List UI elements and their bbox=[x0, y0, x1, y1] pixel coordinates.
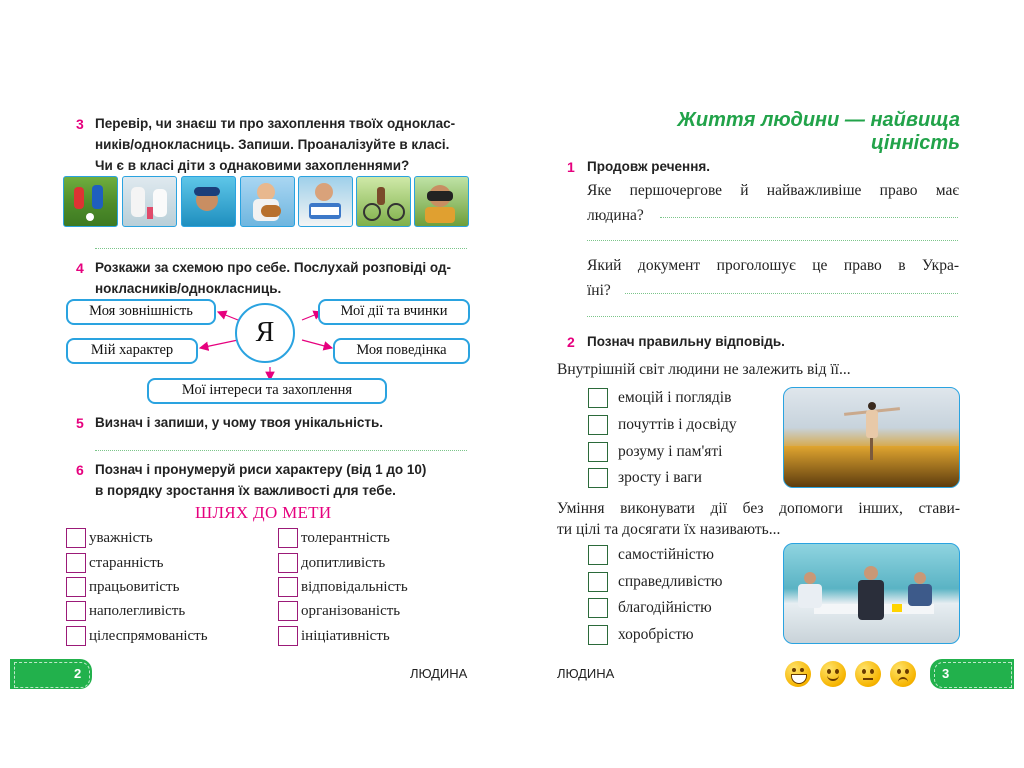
task-4-number: 4 bbox=[76, 260, 84, 276]
question-line: людина? bbox=[587, 207, 644, 224]
answer-checkbox[interactable] bbox=[588, 545, 608, 565]
task-1-heading: Продовж речення. bbox=[587, 159, 710, 174]
hobby-photo-guitar bbox=[240, 176, 295, 227]
task-6-line: в порядку зростання їх важливості для тебе. bbox=[95, 483, 396, 498]
answer-option: зросту і ваги bbox=[618, 469, 702, 486]
trait-checkbox[interactable] bbox=[278, 553, 298, 573]
answer-line[interactable] bbox=[95, 248, 467, 249]
task-5-number: 5 bbox=[76, 415, 84, 431]
hobby-photo-reading bbox=[298, 176, 353, 227]
traits-heading: ШЛЯХ ДО МЕТИ bbox=[195, 503, 332, 522]
trait-label: толерантність bbox=[301, 530, 390, 546]
answer-checkbox[interactable] bbox=[588, 468, 608, 488]
answer-option: хоробрістю bbox=[618, 626, 694, 643]
answer-option: самостійністю bbox=[618, 546, 714, 563]
scheme-box-behavior: Моя поведінка bbox=[333, 338, 470, 364]
trait-checkbox[interactable] bbox=[66, 626, 86, 646]
footer-label: ЛЮДИНА bbox=[410, 666, 468, 681]
trait-label: ініціативність bbox=[301, 628, 390, 644]
trait-checkbox[interactable] bbox=[66, 577, 86, 597]
neutral-face-icon[interactable] bbox=[855, 661, 881, 687]
smiling-face-icon[interactable] bbox=[820, 661, 846, 687]
task-6-line: Познач і пронумеруй риси характеру (від 1 до 10) bbox=[95, 462, 427, 477]
answer-option: емоцій і поглядів bbox=[618, 389, 732, 406]
page-number: 3 bbox=[942, 666, 950, 681]
question-line: Уміння виконувати дії без допомоги інших, стави- bbox=[557, 500, 960, 517]
answer-checkbox[interactable] bbox=[588, 598, 608, 618]
trait-checkbox[interactable] bbox=[66, 528, 86, 548]
task-3-line: Чи є в класі діти з однаковими захопленнями? bbox=[95, 158, 410, 173]
trait-checkbox[interactable] bbox=[278, 601, 298, 621]
page-title: Життя людини — найвища цінність bbox=[677, 109, 960, 154]
answer-line[interactable] bbox=[625, 293, 958, 294]
task-2-question-1: Внутрішній світ людини не залежить від її... bbox=[557, 361, 851, 378]
trait-label: допитливість bbox=[301, 555, 386, 571]
trait-checkbox[interactable] bbox=[278, 626, 298, 646]
trait-label: організованість bbox=[301, 603, 401, 619]
answer-checkbox[interactable] bbox=[588, 415, 608, 435]
scheme-center-me: Я bbox=[235, 303, 295, 363]
scheme-box-actions: Мої дії та вчинки bbox=[318, 299, 470, 325]
trait-label: уважність bbox=[89, 530, 153, 546]
question-line: Який документ проголошує це право в Укра- bbox=[587, 257, 959, 274]
task-1-number: 1 bbox=[567, 159, 575, 175]
photo-office-team bbox=[783, 543, 960, 644]
answer-checkbox[interactable] bbox=[588, 442, 608, 462]
sad-face-icon[interactable] bbox=[890, 661, 916, 687]
hobby-photo-swimming bbox=[181, 176, 236, 227]
hobby-photo-binoculars bbox=[414, 176, 469, 227]
trait-checkbox[interactable] bbox=[278, 528, 298, 548]
answer-checkbox[interactable] bbox=[588, 388, 608, 408]
laughing-face-icon[interactable] bbox=[785, 661, 811, 687]
page-number-tab bbox=[930, 659, 1014, 689]
answer-line[interactable] bbox=[95, 450, 467, 451]
trait-checkbox[interactable] bbox=[66, 553, 86, 573]
trait-label: наполегливість bbox=[89, 603, 186, 619]
photo-woman-in-field bbox=[783, 387, 960, 488]
scheme-box-appearance: Моя зовнішність bbox=[66, 299, 216, 325]
task-6-text bbox=[95, 459, 467, 501]
question-line: Яке першочергове й найважливіше право має bbox=[587, 182, 959, 199]
trait-label: старанність bbox=[89, 555, 164, 571]
trait-checkbox[interactable] bbox=[66, 601, 86, 621]
scheme-box-interests: Мої інтереси та захоплення bbox=[147, 378, 387, 404]
scheme-box-character: Мій характер bbox=[66, 338, 198, 364]
answer-line[interactable] bbox=[587, 240, 958, 241]
answer-option: благодійністю bbox=[618, 599, 712, 616]
answer-option: розуму і пам'яті bbox=[618, 443, 723, 460]
answer-checkbox[interactable] bbox=[588, 572, 608, 592]
answer-option: справедливістю bbox=[618, 573, 723, 590]
trait-label: відповідальність bbox=[301, 579, 408, 595]
task-2-question-2 bbox=[557, 498, 960, 540]
answer-line[interactable] bbox=[587, 316, 958, 317]
hobby-photo-science bbox=[122, 176, 177, 227]
footer-label: ЛЮДИНА bbox=[557, 666, 615, 681]
trait-label: цілеспрямованість bbox=[89, 628, 208, 644]
task-3-text bbox=[95, 113, 467, 176]
task-4-line: Розкажи за схемою про себе. Послухай розповіді од- bbox=[95, 260, 451, 275]
answer-line[interactable] bbox=[660, 217, 958, 218]
task-6-number: 6 bbox=[76, 462, 84, 478]
task-4-line: нокласників/однокласниць. bbox=[95, 281, 282, 296]
task-2-heading: Познач правильну відповідь. bbox=[587, 334, 785, 349]
task-3-line: ників/однокласниць. Запиши. Проаналізуйте в класі. bbox=[95, 137, 450, 152]
task-5-text: Визнач і запиши, у чому твоя унікальність. bbox=[95, 415, 384, 430]
page-number: 2 bbox=[74, 666, 82, 681]
task-1-question-1 bbox=[587, 178, 959, 228]
task-1-question-2 bbox=[587, 253, 959, 303]
question-line: ти цілі та досягати їх називають... bbox=[557, 521, 781, 538]
hobby-photo-cycling bbox=[356, 176, 411, 227]
trait-checkbox[interactable] bbox=[278, 577, 298, 597]
answer-checkbox[interactable] bbox=[588, 625, 608, 645]
page-number-tab bbox=[10, 659, 92, 689]
task-3-line: Перевір, чи знаєш ти про захоплення твоїх однoклас- bbox=[95, 116, 456, 131]
hobby-photo-football bbox=[63, 176, 118, 227]
task-2-number: 2 bbox=[567, 334, 575, 350]
task-3-number: 3 bbox=[76, 116, 84, 132]
answer-option: почуттів і досвіду bbox=[618, 416, 737, 433]
task-4-text bbox=[95, 257, 467, 299]
question-line: їні? bbox=[587, 282, 611, 299]
trait-label: працьовитість bbox=[89, 579, 180, 595]
